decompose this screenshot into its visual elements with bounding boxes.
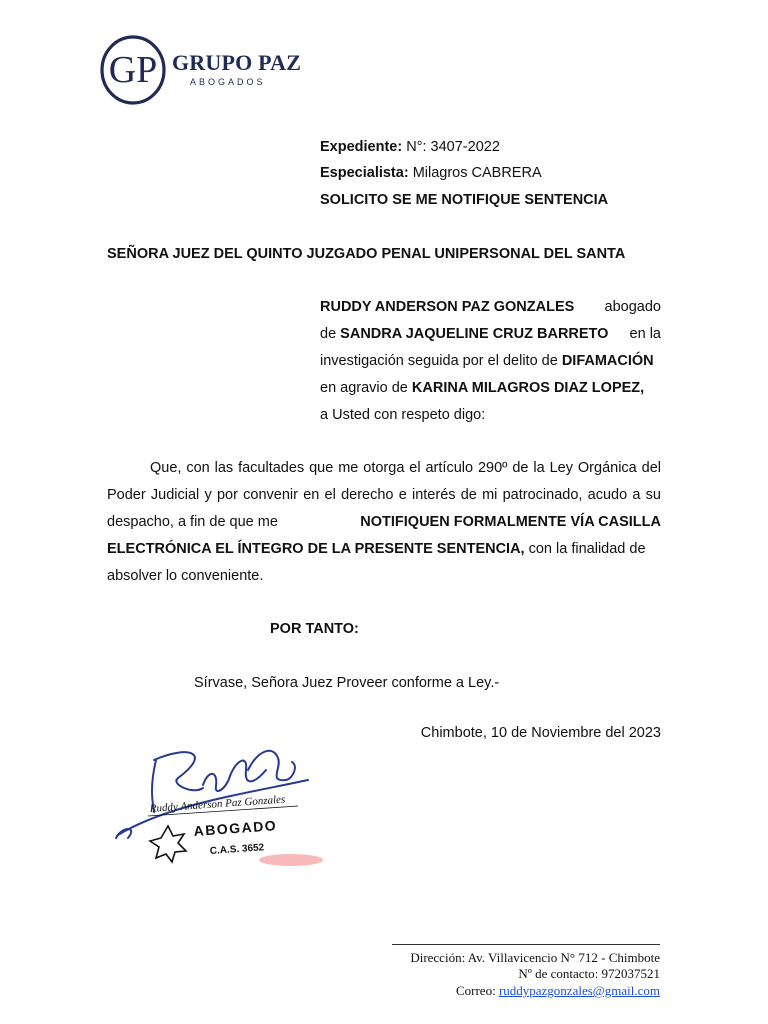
especialista-line [320, 165, 542, 181]
footer-address: Dirección: Av. Villavicencio N° 712 - Chimbote [410, 950, 660, 965]
intro-line-4 [320, 380, 644, 396]
footer-divider [392, 944, 660, 945]
body-line-5: absolver lo conveniente. [107, 568, 264, 584]
stamp-title: ABOGADO [193, 817, 278, 839]
footer-email-line [456, 983, 660, 999]
por-tanto: POR TANTO: [270, 621, 359, 637]
footer-email-link[interactable]: ruddypazgonzales@gmail.com [498, 983, 660, 998]
footer-email-label: Correo: [455, 983, 499, 998]
place-date: Chimbote, 10 de Noviembre del 2023 [420, 725, 661, 741]
especialista-label: Especialista: [320, 165, 409, 181]
intro-text: en la [629, 326, 661, 342]
sumilla: SOLICITO SE ME NOTIFIQUE SENTENCIA [320, 192, 609, 208]
intro-line-1 [320, 299, 661, 315]
request-text: ELECTRÓNICA EL ÍNTEGRO DE LA PRESENTE SENTENCIA, [107, 541, 525, 557]
client-name: SANDRA JAQUELINE CRUZ BARRETO [340, 326, 609, 342]
logo-name: GRUPO PAZ [172, 50, 302, 75]
body-line-3 [107, 514, 661, 530]
expediente-value: N°: 3407-2022 [402, 139, 500, 155]
expediente-line [320, 139, 500, 155]
stamp-name: Ruddy Anderson Paz Gonzales [149, 793, 286, 815]
body-line-2: Poder Judicial y por convenir en el derecho e interés de mi patrocinado, acudo a su [107, 487, 661, 503]
aggrieved-name: KARINA MILAGROS DIAZ LOPEZ, [411, 380, 645, 396]
body-line-4 [107, 541, 646, 557]
footer-phone: Nº de contacto: 972037521 [518, 966, 660, 981]
addressee: SEÑORA JUEZ DEL QUINTO JUZGADO PENAL UNIPERSONAL DEL SANTA [107, 246, 626, 262]
intro-line-2 [320, 326, 661, 342]
logo-monogram: GP [108, 49, 158, 91]
logo-subtitle: ABOGADOS [190, 77, 266, 87]
grupo-paz-logo-icon [99, 34, 167, 106]
intro-text: de [320, 326, 341, 342]
especialista-value: Milagros CABRERA [408, 165, 542, 181]
body-text: con la finalidad de [524, 541, 646, 557]
intro-text: abogado [604, 299, 661, 315]
intro-line-5: a Usted con respeto digo: [320, 407, 486, 423]
intro-text: en agravio de [320, 380, 412, 396]
intro-line-3 [320, 353, 654, 369]
body-text: despacho, a fin de que me [107, 514, 278, 530]
lawyer-name: RUDDY ANDERSON PAZ GONZALES [320, 299, 575, 315]
body-line-1: Que, con las facultades que me otorga el artículo 290º de la Ley Orgánica del [150, 460, 661, 476]
signature-stamp [108, 740, 338, 870]
crime-name: DIFAMACIÓN [561, 353, 654, 369]
red-smudge [259, 854, 323, 866]
closing-request: Sírvase, Señora Juez Proveer conforme a Ley.- [194, 675, 500, 691]
expediente-label: Expediente: [320, 139, 403, 155]
intro-text: investigación seguida por el delito de [320, 353, 562, 369]
stamp-star-icon [150, 826, 186, 862]
request-text: NOTIFIQUEN FORMALMENTE VÍA CASILLA [360, 514, 661, 530]
stamp-registration: C.A.S. 3652 [209, 842, 265, 857]
